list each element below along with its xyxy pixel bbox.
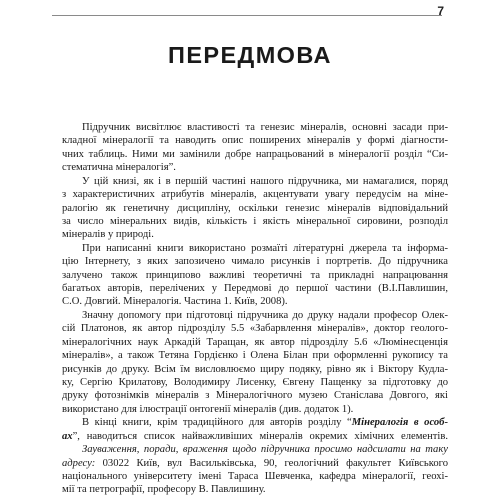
paragraph-line: ралогію як генетичну дисципліну, оскільки генезис мінералів відповідальний (62, 202, 448, 214)
page-title: ПЕРЕДМОВА (168, 42, 332, 68)
paragraph-line: При написанні книги використано розмаїті літературні джерела та інформа- (82, 242, 448, 254)
paragraph-line: кладної мінералогії та наводить опис поширених мінералів у формі діагности- (62, 135, 448, 147)
paragraph-line: за число мінеральних видів, кількість і якість мінеральної сировини, розподіл (62, 215, 448, 227)
emphasis-text: Мінералогія в особ- (351, 417, 448, 429)
paragraph-line: багатьох авторів, перелічених у Передмові до першої частини (В.І.Павлишин, (62, 283, 448, 295)
line-segment: ”, наводиться список найважливіших мінералів окремих хімічних елементів. (72, 430, 448, 442)
paragraph-line: Значну допомогу при підготовці підручника до друку надали професор Олек- (82, 309, 448, 321)
paragraph-line: мії та петрографії, професору В. Павлишину. (62, 484, 266, 496)
paragraph-line: У цій книзі, як і в першій частині нашого підручника, ми намагалися, поряд (82, 175, 448, 187)
paragraph-line: з характеристичних атрибутів мінералів, акцентувати увагу передусім на міне- (62, 189, 448, 201)
paragraph-line: використано для ілюстрації онтогенії мінералів (див. додаток 1). (62, 403, 354, 415)
paragraph-line: мінералів у природі. (62, 229, 154, 241)
paragraph-line (62, 416, 448, 429)
line-segment: 03022 Київ, вул Васильківська, 90, геологічний факультет Київського (95, 457, 448, 469)
paragraph-line: стематична мінералогія”. (62, 162, 176, 174)
body-text (62, 121, 448, 497)
emphasis-text: ах (62, 430, 73, 442)
paragraph-line: Підручник висвітлює властивості та генезис мінералів, основні засади при- (82, 122, 448, 133)
paragraph-line: мінералів», а також Тетяна Гордієнко і Олена Білан при оформленні рукопису та (62, 350, 448, 362)
page-number: 7 (437, 4, 444, 18)
line-segment: В кінці книги, крім традиційного для авторів розділу “ (82, 417, 352, 429)
paragraph-line: рисунків до друку. Всім їм висловлюємо щиру подяку, рівно як і Віктору Кудла- (62, 363, 448, 375)
paragraph-line: ку, Сергію Крилатову, Володимиру Лисенку, Євгену Пащенку за підготовку до (62, 377, 448, 389)
paragraph-line (62, 457, 448, 470)
paragraph-line (62, 443, 448, 456)
paragraph-line: сій Платонов, як автор підрозділу 5.5 «Забарвлення мінералів», доктор геолого- (62, 323, 448, 335)
paragraph-line: національного університету імені Тараса Шевченка, кафедра мінералогії, геохі- (62, 470, 448, 482)
paragraph-line: цію Інтернету, з яких запозичено чимало рисунків і портретів. До підручника (62, 256, 448, 268)
paragraph-line: мінералогічних наук Аркадій Таращан, як автор підрозділу 5.6 «Люмінесценція (62, 336, 448, 348)
paragraph-line (62, 430, 448, 443)
italic-text: Зауваження, поради, враження щодо підручника просимо надсилати на таку (82, 444, 448, 456)
paragraph-line: залучено також принципово важливі теоретичні та прикладні напрацювання (62, 269, 448, 281)
paragraph-line: С.О. Довгий. Мінералогія. Частина 1. Київ, 2008). (62, 296, 288, 308)
paragraph-line: друку фотознімків мінералів з Мінералогічного музею Станіслава Довгого, які (62, 390, 448, 402)
header-rule (52, 15, 442, 16)
paragraph-line: чних таблиць. Ними ми замінили добре напрацьований в мінералогії розділ “Си- (62, 148, 448, 160)
italic-text: адресу: (62, 457, 96, 469)
